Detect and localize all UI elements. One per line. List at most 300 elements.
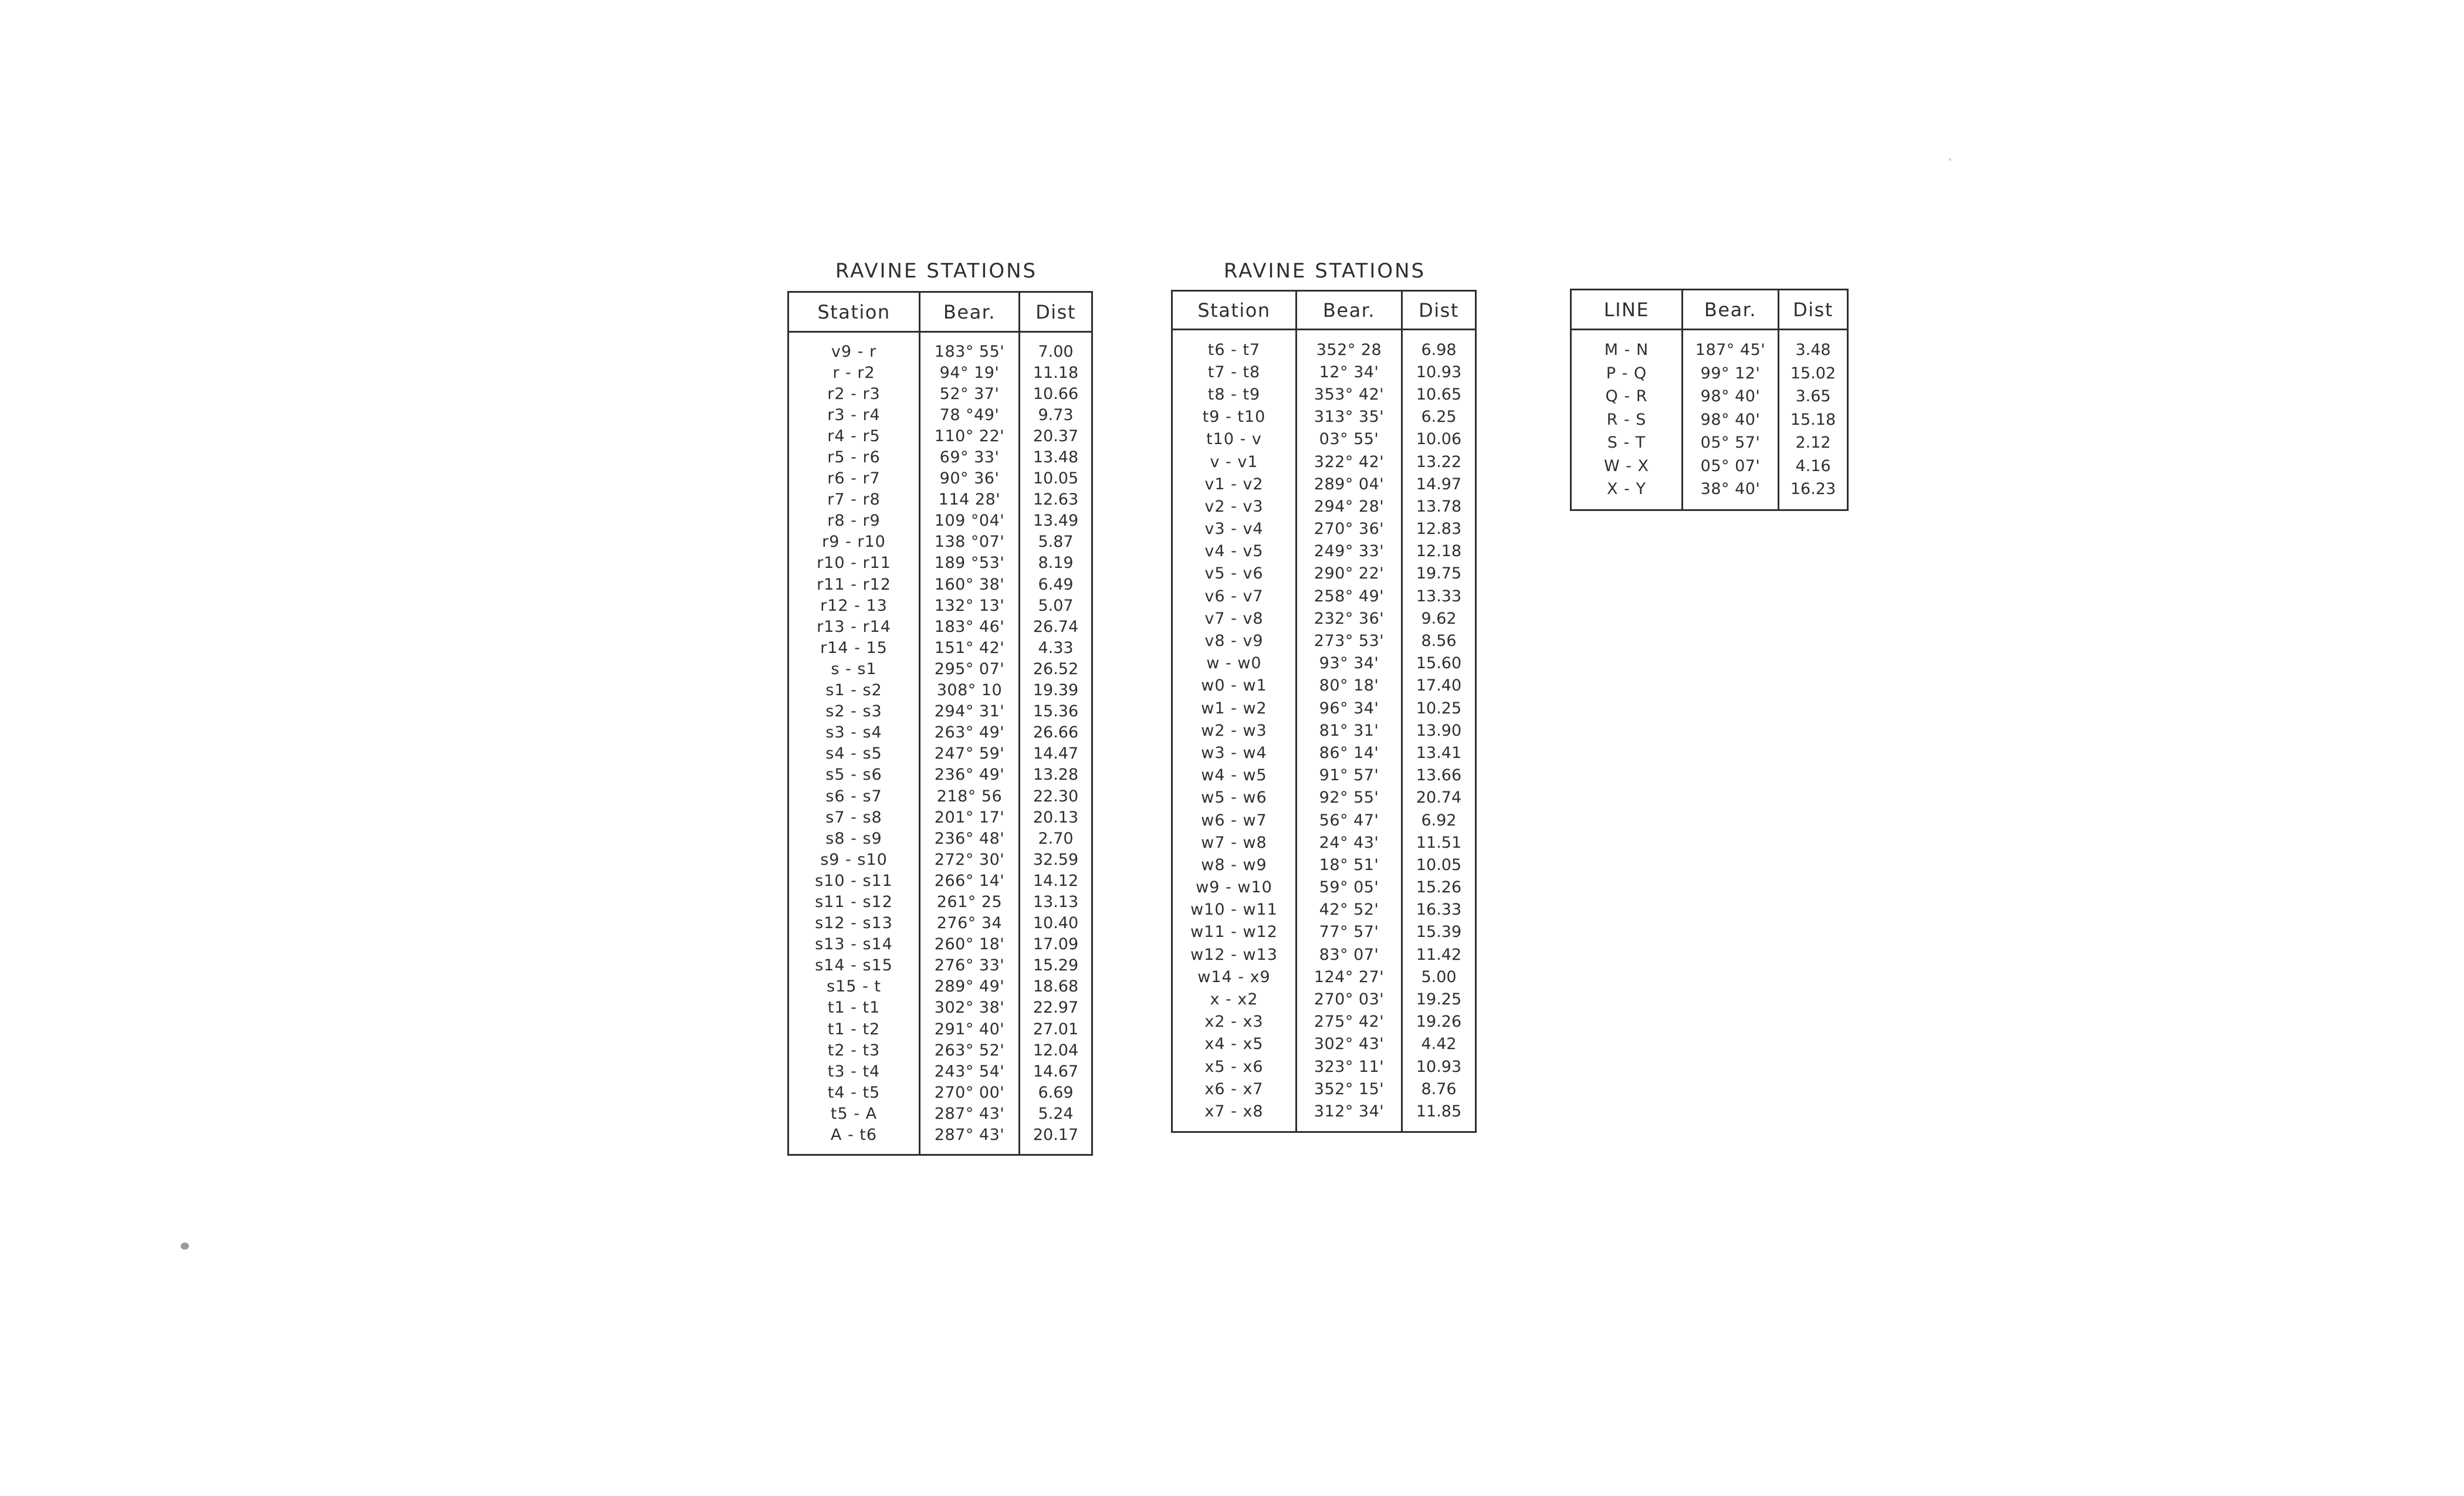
distance-cell: 8.76 — [1402, 1078, 1476, 1100]
station-cell: x7 - x8 — [1204, 1102, 1264, 1121]
table-row — [1172, 675, 1476, 697]
station-cell: w12 - w13 — [1190, 945, 1278, 964]
distance-cell: 14.47 — [1020, 743, 1092, 764]
distance-cell: 10.93 — [1402, 361, 1476, 383]
station-cell: t3 - t4 — [827, 1062, 881, 1081]
station-cell: v8 - v9 — [1204, 632, 1264, 651]
bearing-cell: 236° 49' — [920, 764, 1020, 786]
station-cell: s7 - s8 — [825, 808, 882, 827]
bearing-cell: 94° 19' — [920, 362, 1020, 383]
distance-cell: 14.67 — [1020, 1061, 1092, 1082]
table-row — [1172, 988, 1476, 1010]
station-cell: x6 - x7 — [1204, 1079, 1264, 1098]
table-row — [1172, 787, 1476, 809]
table-row — [1172, 361, 1476, 383]
table-row — [788, 595, 1092, 616]
station-cell: s9 - s10 — [820, 850, 888, 869]
table-row — [1172, 518, 1476, 540]
station-cell: A - t6 — [830, 1126, 878, 1145]
table-row — [788, 913, 1092, 934]
bearing-cell: 81° 31' — [1297, 719, 1402, 742]
distance-cell: 15.18 — [1779, 408, 1848, 432]
station-cell: s10 - s11 — [815, 871, 893, 890]
table-row — [1172, 921, 1476, 943]
station-cell: t9 - t10 — [1202, 408, 1266, 427]
spacer-cell — [1571, 330, 1683, 339]
table-row — [1172, 652, 1476, 675]
distance-cell: 20.74 — [1402, 787, 1476, 809]
table-row — [1172, 899, 1476, 921]
table-row — [788, 680, 1092, 701]
table-row — [1172, 473, 1476, 495]
table-row — [788, 934, 1092, 955]
ravine-stations-table-2 — [1171, 290, 1477, 1133]
distance-cell: 5.87 — [1020, 532, 1092, 553]
bearing-cell: 249° 33' — [1297, 540, 1402, 563]
distance-cell: 12.18 — [1402, 540, 1476, 563]
column-header-line: LINE — [1571, 290, 1683, 330]
station-cell: v6 - v7 — [1204, 587, 1264, 605]
station-cell: r9 - r10 — [822, 533, 886, 551]
bearing-cell: 83° 07' — [1297, 943, 1402, 966]
station-cell: s4 - s5 — [825, 744, 882, 763]
station-cell: r7 - r8 — [827, 490, 881, 509]
spacer-cell — [1020, 332, 1092, 341]
table-row — [1172, 1011, 1476, 1033]
station-cell: R - S — [1606, 410, 1647, 429]
bearing-cell: 114 28' — [920, 489, 1020, 510]
bearing-cell: 77° 57' — [1297, 921, 1402, 943]
station-cell: t8 - t9 — [1207, 385, 1261, 404]
distance-cell: 13.90 — [1402, 719, 1476, 742]
spacer-cell — [1779, 501, 1848, 510]
bearing-cell: 56° 47' — [1297, 809, 1402, 831]
table-row — [1172, 943, 1476, 966]
table-row — [788, 870, 1092, 891]
table-row — [788, 341, 1092, 362]
bearing-cell: 287° 43' — [920, 1124, 1020, 1145]
station-cell: x4 - x5 — [1204, 1035, 1264, 1054]
station-cell: w - w0 — [1206, 654, 1262, 673]
spacer-cell — [1172, 330, 1297, 339]
table-row — [1172, 764, 1476, 787]
bearing-cell: 287° 43' — [920, 1103, 1020, 1124]
bearing-cell: 291° 40' — [920, 1018, 1020, 1040]
table-row — [788, 722, 1092, 743]
distance-cell: 22.97 — [1020, 997, 1092, 1018]
distance-cell: 6.25 — [1402, 406, 1476, 428]
table-row — [788, 574, 1092, 595]
distance-cell: 10.66 — [1020, 383, 1092, 404]
bearing-cell: 289° 49' — [920, 976, 1020, 997]
spacer-cell — [1297, 330, 1402, 339]
table-row — [788, 701, 1092, 722]
station-cell: P - Q — [1606, 364, 1647, 383]
bearing-cell: 12° 34' — [1297, 361, 1402, 383]
station-cell: s - s1 — [831, 659, 877, 678]
table-row — [1571, 362, 1848, 385]
distance-cell: 16.23 — [1779, 478, 1848, 501]
bearing-cell: 86° 14' — [1297, 742, 1402, 764]
station-cell: r12 - 13 — [820, 596, 888, 615]
distance-cell: 32.59 — [1020, 849, 1092, 870]
bearing-cell: 05° 07' — [1683, 455, 1779, 478]
table-row — [788, 532, 1092, 553]
table-row — [788, 489, 1092, 510]
bearing-cell: 110° 22' — [920, 425, 1020, 446]
distance-cell: 19.26 — [1402, 1011, 1476, 1033]
bearing-cell: 189 °53' — [920, 553, 1020, 574]
spacer-row — [1172, 1123, 1476, 1132]
distance-cell: 14.12 — [1020, 870, 1092, 891]
column-header-distance: Dist — [1402, 291, 1476, 330]
station-cell: X - Y — [1607, 480, 1646, 499]
table-row — [788, 404, 1092, 425]
table-row — [1172, 1055, 1476, 1078]
distance-cell: 13.22 — [1402, 451, 1476, 473]
bearing-cell: 302° 43' — [1297, 1033, 1402, 1055]
bearing-cell: 270° 00' — [920, 1082, 1020, 1103]
bearing-cell: 295° 07' — [920, 658, 1020, 679]
bearing-cell: 273° 53' — [1297, 629, 1402, 652]
bearing-cell: 109 °04' — [920, 510, 1020, 532]
station-cell: w5 - w6 — [1201, 788, 1267, 807]
bearing-cell: 272° 30' — [920, 849, 1020, 870]
distance-cell: 11.85 — [1402, 1100, 1476, 1122]
bearing-cell: 294° 28' — [1297, 495, 1402, 517]
table-row — [788, 658, 1092, 679]
bearing-cell: 258° 49' — [1297, 585, 1402, 607]
table-row — [1571, 385, 1848, 408]
distance-cell: 26.74 — [1020, 616, 1092, 637]
bearing-cell: 322° 42' — [1297, 451, 1402, 473]
distance-cell: 19.25 — [1402, 988, 1476, 1010]
table-row — [1172, 1078, 1476, 1100]
table-row — [788, 891, 1092, 912]
station-cell: S - T — [1607, 434, 1646, 452]
column-header-bearing: Bear. — [1683, 290, 1779, 330]
table-row — [788, 616, 1092, 637]
table-row — [788, 764, 1092, 786]
table-row — [788, 383, 1092, 404]
table-row — [1172, 697, 1476, 719]
table-title: RAVINE STATIONS — [1223, 259, 1426, 283]
distance-cell: 26.52 — [1020, 658, 1092, 679]
distance-cell: 17.09 — [1020, 934, 1092, 955]
distance-cell: 13.33 — [1402, 585, 1476, 607]
table-row — [1172, 607, 1476, 629]
station-cell: t6 - t7 — [1207, 340, 1261, 359]
table-row — [788, 1040, 1092, 1061]
station-cell: r10 - r11 — [817, 554, 891, 573]
distance-cell: 13.28 — [1020, 764, 1092, 786]
table-row — [1172, 428, 1476, 451]
bearing-cell: 294° 31' — [920, 701, 1020, 722]
spacer-cell — [920, 1146, 1020, 1155]
distance-cell: 6.49 — [1020, 574, 1092, 595]
distance-cell: 13.41 — [1402, 742, 1476, 764]
spacer-cell — [1683, 501, 1779, 510]
table-row — [1172, 540, 1476, 563]
station-cell: s5 - s6 — [825, 766, 882, 784]
station-cell: w4 - w5 — [1201, 766, 1267, 785]
distance-cell: 7.00 — [1020, 341, 1092, 362]
distance-cell: 8.19 — [1020, 553, 1092, 574]
distance-cell: 16.33 — [1402, 899, 1476, 921]
bearing-cell: 138 °07' — [920, 532, 1020, 553]
bearing-cell: 24° 43' — [1297, 831, 1402, 854]
table-row — [788, 828, 1092, 849]
table-row — [1172, 854, 1476, 876]
distance-cell: 10.05 — [1402, 854, 1476, 876]
bearing-cell: 263° 49' — [920, 722, 1020, 743]
distance-cell: 12.83 — [1402, 518, 1476, 540]
distance-cell: 5.24 — [1020, 1103, 1092, 1124]
station-cell: w6 - w7 — [1201, 811, 1267, 830]
table-row — [788, 976, 1092, 997]
bearing-cell: 243° 54' — [920, 1061, 1020, 1082]
distance-cell: 26.66 — [1020, 722, 1092, 743]
table-row — [1172, 876, 1476, 899]
station-cell: v5 - v6 — [1204, 564, 1264, 583]
table-row — [788, 1124, 1092, 1145]
station-cell: v3 - v4 — [1204, 520, 1264, 539]
table-row — [788, 1103, 1092, 1124]
distance-cell: 6.69 — [1020, 1082, 1092, 1103]
bearing-cell: 98° 40' — [1683, 385, 1779, 408]
station-cell: r11 - r12 — [817, 575, 891, 594]
station-cell: s11 - s12 — [815, 892, 893, 911]
table-row — [1571, 478, 1848, 501]
bearing-cell: 151° 42' — [920, 637, 1020, 658]
bearing-cell: 290° 22' — [1297, 563, 1402, 585]
station-cell: s2 - s3 — [825, 702, 882, 721]
bearing-cell: 353° 42' — [1297, 383, 1402, 405]
station-cell: x2 - x3 — [1204, 1013, 1264, 1031]
table-row — [788, 997, 1092, 1018]
bearing-cell: 261° 25 — [920, 891, 1020, 912]
distance-cell: 10.93 — [1402, 1055, 1476, 1078]
station-cell: s12 - s13 — [815, 914, 893, 933]
station-cell: w9 - w10 — [1196, 878, 1272, 897]
station-cell: r - r2 — [832, 363, 875, 382]
distance-cell: 15.29 — [1020, 955, 1092, 976]
spacer-cell — [1402, 330, 1476, 339]
bearing-cell: 124° 27' — [1297, 966, 1402, 988]
station-cell: s8 - s9 — [825, 829, 882, 848]
distance-cell: 19.39 — [1020, 680, 1092, 701]
distance-cell: 14.97 — [1402, 473, 1476, 495]
distance-cell: 10.25 — [1402, 697, 1476, 719]
bearing-cell: 308° 10 — [920, 680, 1020, 701]
station-cell: v4 - v5 — [1204, 542, 1264, 561]
distance-cell: 11.51 — [1402, 831, 1476, 854]
station-cell: w1 - w2 — [1201, 699, 1267, 717]
bearing-cell: 18° 51' — [1297, 854, 1402, 876]
table-row — [788, 468, 1092, 489]
spacer-cell — [1779, 330, 1848, 339]
distance-cell: 4.16 — [1779, 455, 1848, 478]
station-cell: r4 - r5 — [827, 427, 881, 445]
table-row — [788, 849, 1092, 870]
table-row — [1571, 408, 1848, 432]
station-cell: v2 - v3 — [1204, 497, 1264, 516]
bearing-cell: 302° 38' — [920, 997, 1020, 1018]
bearing-cell: 218° 56 — [920, 786, 1020, 807]
station-cell: W - X — [1603, 456, 1650, 475]
table-row — [788, 1061, 1092, 1082]
bearing-cell: 98° 40' — [1683, 408, 1779, 432]
bearing-cell: 352° 15' — [1297, 1078, 1402, 1100]
station-cell: t1 - t2 — [827, 1020, 881, 1038]
table-row — [1172, 1100, 1476, 1122]
column-header-station: Station — [788, 292, 920, 332]
distance-cell: 15.02 — [1779, 362, 1848, 385]
spacer-cell — [1683, 330, 1779, 339]
distance-cell: 15.36 — [1020, 701, 1092, 722]
table-row — [788, 1082, 1092, 1103]
station-cell: t7 - t8 — [1207, 363, 1261, 381]
bearing-cell: 52° 37' — [920, 383, 1020, 404]
table-row — [1172, 563, 1476, 585]
table-title: RAVINE STATIONS — [835, 259, 1038, 283]
bearing-cell: 276° 34 — [920, 913, 1020, 934]
distance-cell: 10.05 — [1020, 468, 1092, 489]
table-row — [788, 446, 1092, 468]
spacer-row — [788, 1146, 1092, 1155]
station-cell: r5 - r6 — [827, 448, 881, 467]
bearing-cell: 201° 17' — [920, 807, 1020, 828]
distance-cell: 20.13 — [1020, 807, 1092, 828]
station-cell: r6 - r7 — [827, 469, 881, 488]
station-cell: w7 - w8 — [1201, 833, 1267, 852]
station-cell: x5 - x6 — [1204, 1057, 1264, 1076]
station-cell: w0 - w1 — [1201, 676, 1267, 695]
table-row — [788, 1018, 1092, 1040]
distance-cell: 27.01 — [1020, 1018, 1092, 1040]
column-header-station: Station — [1172, 291, 1297, 330]
spacer-cell — [1020, 1146, 1092, 1155]
bearing-cell: 247° 59' — [920, 743, 1020, 764]
spacer-row — [1172, 330, 1476, 339]
column-header-bearing: Bear. — [1297, 291, 1402, 330]
table-row — [788, 510, 1092, 532]
spacer-row — [1571, 330, 1848, 339]
table-row — [1571, 431, 1848, 455]
bearing-cell: 99° 12' — [1683, 362, 1779, 385]
bearing-cell: 187° 45' — [1683, 339, 1779, 362]
station-cell: r2 - r3 — [827, 384, 881, 403]
distance-cell: 10.65 — [1402, 383, 1476, 405]
distance-cell: 17.40 — [1402, 675, 1476, 697]
table-row — [788, 362, 1092, 383]
distance-cell: 9.73 — [1020, 404, 1092, 425]
station-cell: r8 - r9 — [827, 512, 881, 530]
bearing-cell: 289° 04' — [1297, 473, 1402, 495]
bearing-cell: 05° 57' — [1683, 431, 1779, 455]
table-row — [1172, 451, 1476, 473]
bearing-cell: 263° 52' — [920, 1040, 1020, 1061]
spacer-cell — [920, 332, 1020, 341]
distance-cell: 20.37 — [1020, 425, 1092, 446]
spacer-row — [1571, 501, 1848, 510]
distance-cell: 12.63 — [1020, 489, 1092, 510]
column-header-distance: Dist — [1779, 290, 1848, 330]
station-cell: Q - R — [1605, 387, 1648, 406]
station-cell: s14 - s15 — [815, 956, 893, 975]
distance-cell: 12.04 — [1020, 1040, 1092, 1061]
distance-cell: 13.78 — [1402, 495, 1476, 517]
station-cell: M - N — [1604, 341, 1649, 360]
table-row — [1172, 339, 1476, 361]
bearing-cell: 236° 48' — [920, 828, 1020, 849]
bearing-cell: 92° 55' — [1297, 787, 1402, 809]
distance-cell: 6.98 — [1402, 339, 1476, 361]
table-row — [1172, 831, 1476, 854]
table-row — [1172, 966, 1476, 988]
bearing-cell: 275° 42' — [1297, 1011, 1402, 1033]
spacer-row — [788, 332, 1092, 341]
scan-speck — [1949, 158, 1951, 161]
station-cell: v7 - v8 — [1204, 609, 1264, 628]
distance-cell: 15.60 — [1402, 652, 1476, 675]
column-header-distance: Dist — [1020, 292, 1092, 332]
bearing-cell: 90° 36' — [920, 468, 1020, 489]
bearing-cell: 232° 36' — [1297, 607, 1402, 629]
distance-cell: 18.68 — [1020, 976, 1092, 997]
distance-cell: 13.48 — [1020, 446, 1092, 468]
table-row — [788, 425, 1092, 446]
bearing-cell: 270° 36' — [1297, 518, 1402, 540]
distance-cell: 11.42 — [1402, 943, 1476, 966]
ravine-stations-table-1 — [787, 291, 1093, 1156]
bearing-cell: 96° 34' — [1297, 697, 1402, 719]
bearing-cell: 80° 18' — [1297, 675, 1402, 697]
spacer-cell — [1402, 1123, 1476, 1132]
distance-cell: 15.26 — [1402, 876, 1476, 899]
table-row — [788, 637, 1092, 658]
table-row — [1172, 809, 1476, 831]
station-cell: w8 - w9 — [1201, 855, 1267, 874]
distance-cell: 8.56 — [1402, 629, 1476, 652]
distance-cell: 4.33 — [1020, 637, 1092, 658]
bearing-cell: 132° 13' — [920, 595, 1020, 616]
station-cell: s3 - s4 — [825, 723, 882, 742]
distance-cell: 10.06 — [1402, 428, 1476, 451]
distance-cell: 9.62 — [1402, 607, 1476, 629]
table-row — [1172, 719, 1476, 742]
spacer-cell — [788, 1146, 920, 1155]
spacer-cell — [1571, 501, 1683, 510]
bearing-cell: 323° 11' — [1297, 1055, 1402, 1078]
table-row — [788, 955, 1092, 976]
station-cell: r3 - r4 — [827, 405, 881, 424]
bearing-cell: 270° 03' — [1297, 988, 1402, 1010]
distance-cell: 5.07 — [1020, 595, 1092, 616]
distance-cell: 10.40 — [1020, 913, 1092, 934]
table-row — [1172, 1033, 1476, 1055]
station-cell: w3 - w4 — [1201, 743, 1267, 762]
station-cell: t1 - t1 — [827, 999, 881, 1017]
table-row — [1571, 339, 1848, 362]
distance-cell: 11.18 — [1020, 362, 1092, 383]
bearing-cell: 78 °49' — [920, 404, 1020, 425]
station-cell: w14 - x9 — [1197, 967, 1271, 986]
station-cell: v1 - v2 — [1204, 475, 1264, 493]
spacer-cell — [1172, 1123, 1297, 1132]
table-row — [1172, 495, 1476, 517]
station-cell: t5 - A — [830, 1104, 878, 1123]
